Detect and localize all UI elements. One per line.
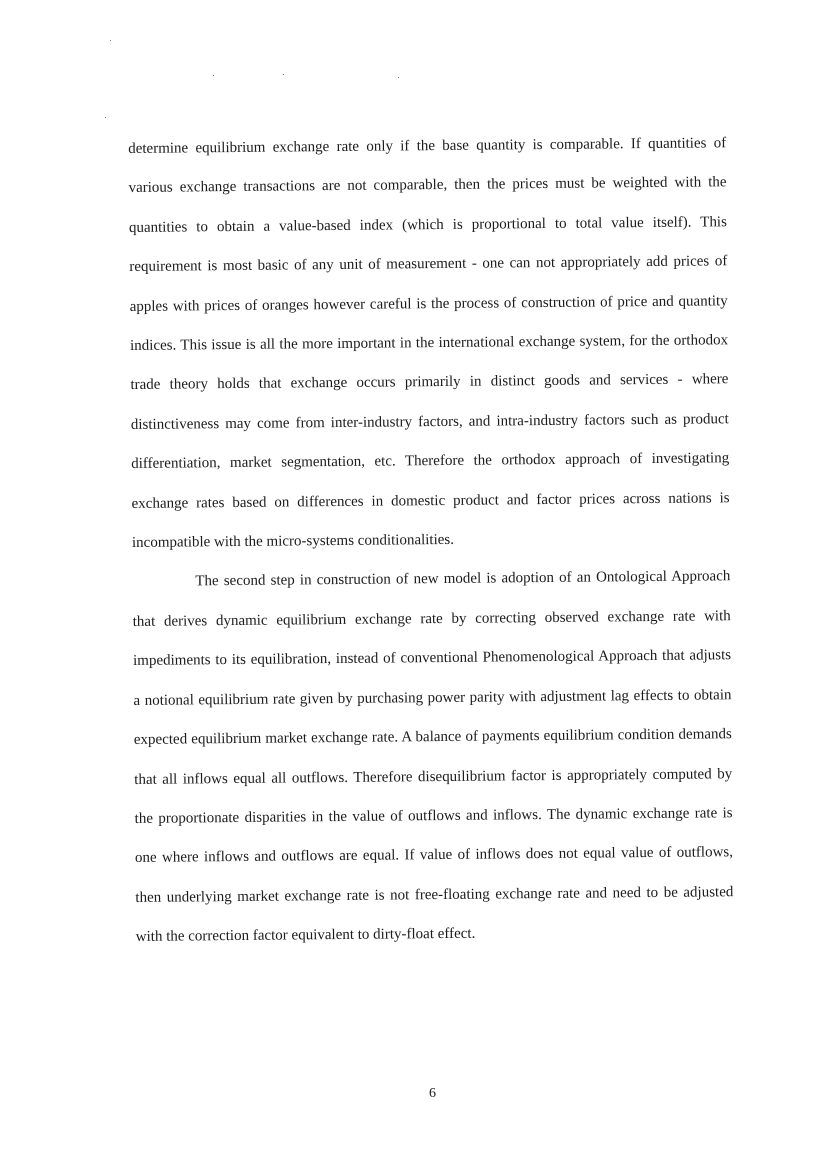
scan-speck [398,77,399,78]
body-text [128,124,734,957]
paragraph-continued: determine equilibrium exchange rate only if the base quantity is comparable. If quantities of various exchange transactions are not comparable, then the prices must be weighted with the quantities to obtain a value-based index (which is proportional to total value itself). This requirement is most basic of any unit of measurement - one can not appropriately add prices of apples with prices of oranges however careful is the process of construction of price and quantity indices. This issue is all the more important in the international exchange system, for the orthodox trade theory holds that exchange occurs primarily in distinct goods and services - where distinctiveness may come from inter-industry factors, and intra-industry factors such as product differentiation, market segmentation, etc. Therefore the orthodox approach of investigating exchange rates based on differences in domestic product and factor prices across nations is incompatible with the micro-systems conditionalities. [128,135,730,552]
page-number: 6 [429,1086,436,1101]
paragraph-second-step: The second step in construction of new model is adoption of an Ontological Approach that derives dynamic equilibrium exchange rate by correcting observed exchange rate with impediments to its equilibration, instead of conventional Phenomenological Approach that adjusts a notional equilibrium rate given by purchasing power parity with adjustment lag effects to obtain expected equilibrium market exchange rate. A balance of payments equilibrium condition demands that all inflows equal all outflows. Therefore disequilibrium factor is appropriately computed by the proportionate disparities in the value of outflows and inflows. The dynamic exchange rate is one where inflows and outflows are equal. If value of inflows does not equal value of outflows, then underlying market exchange rate is not free-floating exchange rate and need to be adjusted with the correction factor equivalent to dirty-float effect. [132,568,734,946]
scan-speck [283,74,284,75]
scan-speck [110,40,111,41]
scan-speck [213,75,214,76]
scan-speck [105,117,106,118]
